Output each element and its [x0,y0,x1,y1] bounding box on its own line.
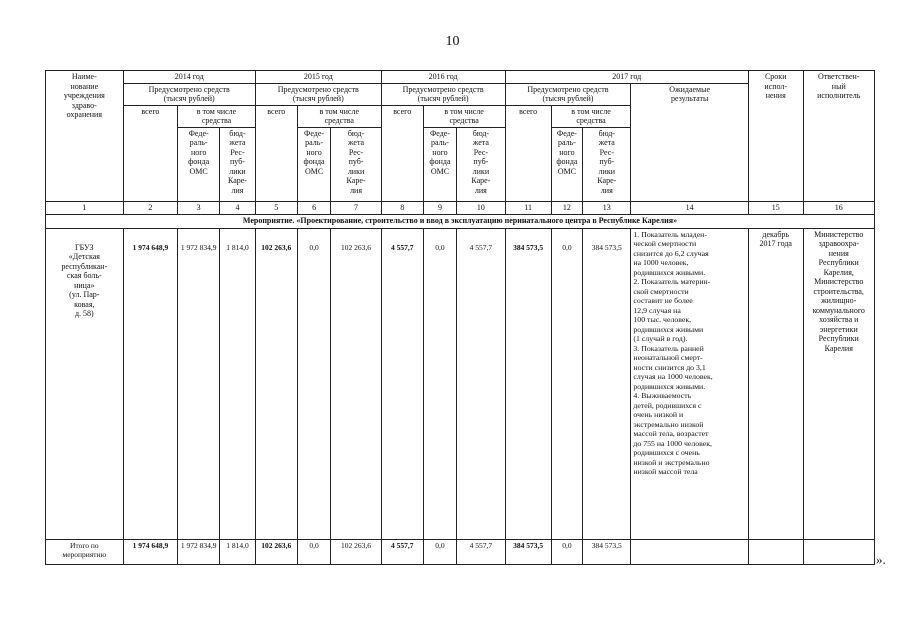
value-cell: 1 972 834,9 [178,228,220,539]
value-cell: 102 263,6 [255,228,297,539]
header-total-2016: всего [381,105,423,201]
header-funds-2015: Предусмотрено средств (тысяч рублей) [255,83,381,105]
header-year-2014: 2014 год [123,71,255,84]
header-deadline: Сроки испол- нения [748,71,803,202]
header-total-2015: всего [255,105,297,201]
header-total-2014: всего [123,105,178,201]
column-number: 9 [423,201,457,214]
header-fed-2015: Феде- раль- ного фонда ОМС [297,127,331,201]
header-row-years [46,71,875,84]
header-incl-2016: в том числе средства [423,105,505,127]
total-value-cell: 384 573,5 [583,539,631,564]
header-budget-2017: бюд- жета Рес- пуб- лики Каре- лия [583,127,631,201]
total-empty-cell [803,539,875,564]
header-year-2016: 2016 год [381,71,505,84]
column-number: 11 [505,201,551,214]
column-number: 13 [583,201,631,214]
header-year-2017: 2017 год [505,71,748,84]
column-number: 6 [297,201,331,214]
total-empty-cell [748,539,803,564]
value-cell: 4 557,7 [457,228,505,539]
header-funds-2017: Предусмотрено средств (тысяч рублей) [505,83,631,105]
total-row [46,539,875,564]
header-name: Наиме- нование учреждения здраво- охранения [46,71,124,202]
total-value-cell: 1 814,0 [220,539,256,564]
value-cell: 384 573,5 [583,228,631,539]
header-funds-2016: Предусмотрено средств (тысяч рублей) [381,83,505,105]
results-cell: 1. Показатель младен- ческой смертности снизится до 6,2 случая на 1000 человек, родившихся живыми. 2. Показатель материн- ской смертности составит не более 12,9 случая на 100 тыс. человек, родившихся живыми (1 случай в год). 3. Показатель ранней неонатальной смерт- ности снизится до 3,1 случая на 1000 человек, родившихся живыми. 4. Выживаемость детей, родившихся с очень низкой и экстремально низкой массой тела, возрастет до 755 на 1000 человек, родившихся с очень низкой и экстремально низкой массой тела [631,228,749,539]
column-number: 8 [381,201,423,214]
header-budget-2016: бюд- жета Рес- пуб- лики Каре- лия [457,127,505,201]
value-cell: 102 263,6 [331,228,381,539]
total-value-cell: 1 972 834,9 [178,539,220,564]
column-number: 12 [551,201,582,214]
value-cell: 1 974 648,9 [123,228,178,539]
header-fed-2017: Феде- раль- ного фонда ОМС [551,127,582,201]
table-row [46,228,875,539]
total-value-cell: 4 557,7 [381,539,423,564]
column-number: 16 [803,201,875,214]
total-value-cell: 384 573,5 [505,539,551,564]
header-budget-2015: бюд- жета Рес- пуб- лики Каре- лия [331,127,381,201]
header-fed-2016: Феде- раль- ного фонда ОМС [423,127,457,201]
section-title: Мероприятие. «Проектирование, строительство и ввод в эксплуатацию перинатального центра в Республике Карелия» [46,214,875,228]
column-numbers-row [46,201,875,214]
deadline-cell: декабрь 2017 года [748,228,803,539]
total-label: Итого по мероприятию [46,539,124,564]
total-value-cell: 102 263,6 [255,539,297,564]
column-number: 1 [46,201,124,214]
section-row [46,214,875,228]
value-cell: 1 814,0 [220,228,256,539]
total-value-cell: 102 263,6 [331,539,381,564]
value-cell: 0,0 [297,228,331,539]
column-number: 4 [220,201,256,214]
closing-mark: ». [876,552,886,567]
institution-cell: ГБУЗ «Детская республикан- ская боль- ница» (ул. Пар- ковая, д. 58) [46,228,124,539]
header-incl-2015: в том числе средства [297,105,381,127]
header-total-2017: всего [505,105,551,201]
responsible-cell: Министерство здравоохра- нения Республики Карелия, Министерство строительства, жилищно- коммунального хозяйства и энергетики Республики Карелия [803,228,875,539]
header-responsible: Ответствен- ный исполнитель [803,71,875,202]
value-cell: 384 573,5 [505,228,551,539]
total-value-cell: 0,0 [423,539,457,564]
header-expected: Ожидаемые результаты [631,83,749,201]
column-number: 7 [331,201,381,214]
total-value-cell: 0,0 [297,539,331,564]
value-cell: 0,0 [423,228,457,539]
total-value-cell: 1 974 648,9 [123,539,178,564]
column-number: 10 [457,201,505,214]
funding-table [45,70,875,565]
header-year-2015: 2015 год [255,71,381,84]
column-number: 5 [255,201,297,214]
column-number: 3 [178,201,220,214]
value-cell: 4 557,7 [381,228,423,539]
page-number: 10 [445,34,460,49]
header-incl-2014: в том числе средства [178,105,256,127]
total-value-cell: 0,0 [551,539,582,564]
value-cell: 0,0 [551,228,582,539]
header-budget-2014: бюд- жета Рес- пуб- лики Каре- лия [220,127,256,201]
header-funds-2014: Предусмотрено средств (тысяч рублей) [123,83,255,105]
header-incl-2017: в том числе средства [551,105,631,127]
column-number: 14 [631,201,749,214]
column-number: 15 [748,201,803,214]
total-empty-cell [631,539,749,564]
header-fed-2014: Феде- раль- ного фонда ОМС [178,127,220,201]
column-number: 2 [123,201,178,214]
total-value-cell: 4 557,7 [457,539,505,564]
